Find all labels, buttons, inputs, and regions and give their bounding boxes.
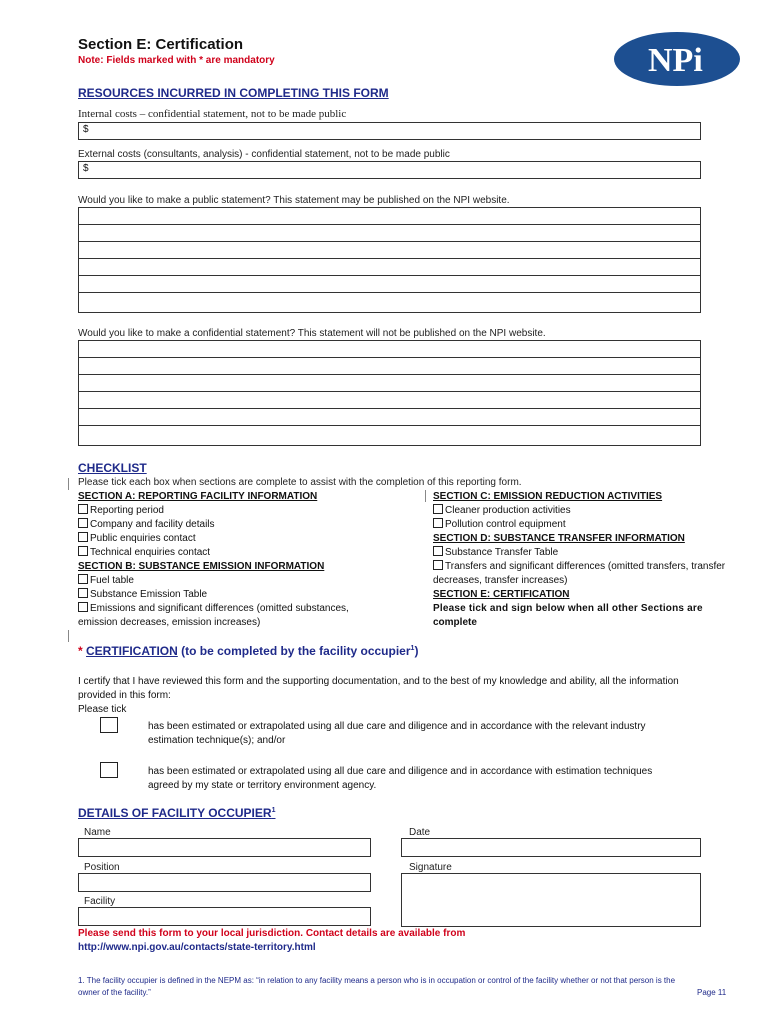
mandatory-note: Note: Fields marked with * are mandatory — [78, 55, 275, 66]
certification-close: ) — [414, 644, 419, 658]
certification-heading — [78, 644, 418, 658]
option-industry-line1: has been estimated or extrapolated using all due care and diligence and in accordance with the relevant industry — [148, 721, 646, 732]
check-emissions-differences[interactable]: Emissions and significant differences (omitted substances, — [78, 602, 423, 616]
check-pollution-control[interactable]: Pollution control equipment — [433, 518, 745, 532]
occupier-footnote-ref: 1 — [271, 807, 276, 814]
facility-label: Facility — [84, 896, 116, 907]
check-technical-enquiries[interactable]: Technical enquiries contact — [78, 546, 423, 560]
internal-costs-label: Internal costs – confidential statement, not to be made public — [78, 108, 347, 120]
section-e-heading: SECTION E: CERTIFICATION — [433, 589, 570, 600]
option-industry-text — [148, 720, 646, 748]
certification-statement-line2: provided in this form: — [78, 690, 171, 701]
public-statement-label: Would you like to make a public statement? This statement may be published on the NPI website. — [78, 195, 510, 206]
certification-statement — [78, 675, 743, 717]
footnote-line2: owner of the facility.” — [78, 988, 151, 997]
confidential-statement-label: Would you like to make a confidential statement? This statement will not be published on the NPI website. — [78, 328, 546, 339]
check-substance-emission-table[interactable]: Substance Emission Table — [78, 588, 423, 602]
option-agency-text — [148, 765, 652, 793]
check-substance-transfer-table[interactable]: Substance Transfer Table — [433, 546, 745, 560]
npi-logo — [612, 30, 742, 88]
occupier-heading-text: DETAILS OF FACILITY OCCUPIER — [78, 806, 272, 820]
date-field[interactable] — [401, 838, 701, 857]
facility-field[interactable] — [78, 907, 371, 926]
footnote-line1: 1. The facility occupier is defined in the NEPM as: “in relation to any facility means a person who is in occupation or control of the facility whether or not that person is the — [78, 976, 676, 985]
section-e-instruction-cont: complete — [433, 617, 477, 628]
section-e-instruction: Please tick and sign below when all other Sections are — [433, 603, 703, 614]
position-label: Position — [84, 862, 120, 873]
logo-text: NPi — [648, 42, 703, 79]
external-costs-label: External costs (consultants, analysis) - confidential statement, not to be made public — [78, 149, 450, 160]
option-industry-line2: estimation technique(s); and/or — [148, 735, 286, 746]
check-company-details[interactable]: Company and facility details — [78, 518, 423, 532]
check-reporting-period[interactable]: Reporting period — [78, 504, 423, 518]
section-d-heading: SECTION D: SUBSTANCE TRANSFER INFORMATION — [433, 533, 685, 544]
internal-costs-field[interactable]: $ — [78, 122, 701, 140]
checklist-intro: Please tick each box when sections are complete to assist with the completion of this reporting form. — [78, 477, 522, 488]
page-number: Page 11 — [697, 988, 727, 997]
tick-box-agency[interactable] — [100, 762, 118, 778]
margin-marker-2 — [68, 630, 69, 642]
please-tick-label: Please tick — [78, 704, 127, 715]
mandatory-asterisk: * — [78, 644, 83, 658]
signature-label: Signature — [409, 862, 452, 873]
check-fuel-table[interactable]: Fuel table — [78, 574, 423, 588]
certification-subtitle: (to be completed by the facility occupier — [181, 644, 411, 658]
check-cleaner-production[interactable]: Cleaner production activities — [433, 504, 745, 518]
footnote — [78, 975, 743, 999]
margin-marker — [68, 478, 69, 490]
name-label: Name — [84, 827, 111, 838]
jurisdiction-link[interactable]: http://www.npi.gov.au/contacts/state-territory.html — [78, 942, 316, 953]
external-costs-field[interactable]: $ — [78, 161, 701, 179]
footnote-ref: 1 — [410, 645, 415, 652]
date-label: Date — [409, 827, 431, 838]
name-field[interactable] — [78, 838, 371, 857]
check-public-enquiries[interactable]: Public enquiries contact — [78, 532, 423, 546]
tick-box-industry[interactable] — [100, 717, 118, 733]
signature-field[interactable] — [401, 873, 701, 927]
occupier-heading — [78, 806, 275, 820]
confidential-statement-field[interactable] — [78, 340, 701, 446]
check-transfers-differences-cont: decreases, transfer increases) — [433, 575, 568, 586]
certification-title: CERTIFICATION — [86, 644, 178, 658]
section-c-heading: SECTION C: EMISSION REDUCTION ACTIVITIES — [433, 491, 663, 502]
certification-statement-line1: I certify that I have reviewed this form and the supporting documentation, and to the best of my knowledge and ability, all the information — [78, 676, 679, 687]
section-b-heading: SECTION B: SUBSTANCE EMISSION INFORMATION — [78, 561, 325, 572]
position-field[interactable] — [78, 873, 371, 892]
column-divider — [425, 490, 426, 502]
check-transfers-differences[interactable]: Transfers and significant differences (omitted transfers, transfer — [433, 560, 745, 574]
option-agency-line1: has been estimated or extrapolated using all due care and diligence and in accordance with estimation techniques — [148, 766, 653, 777]
public-statement-field[interactable] — [78, 207, 701, 313]
check-emissions-differences-cont: emission decreases, emission increases) — [78, 617, 261, 628]
page-title: Section E: Certification — [78, 36, 244, 53]
send-instruction: Please send this form to your local jurisdiction. Contact details are available from — [78, 928, 466, 939]
checklist-right-column — [433, 490, 745, 630]
section-a-heading: SECTION A: REPORTING FACILITY INFORMATION — [78, 491, 318, 502]
checklist-heading: CHECKLIST — [78, 461, 147, 475]
option-agency-line2: agreed by my state or territory environment agency. — [148, 780, 377, 791]
checklist-left-column — [78, 490, 423, 630]
resources-heading: RESOURCES INCURRED IN COMPLETING THIS FORM — [78, 86, 389, 100]
